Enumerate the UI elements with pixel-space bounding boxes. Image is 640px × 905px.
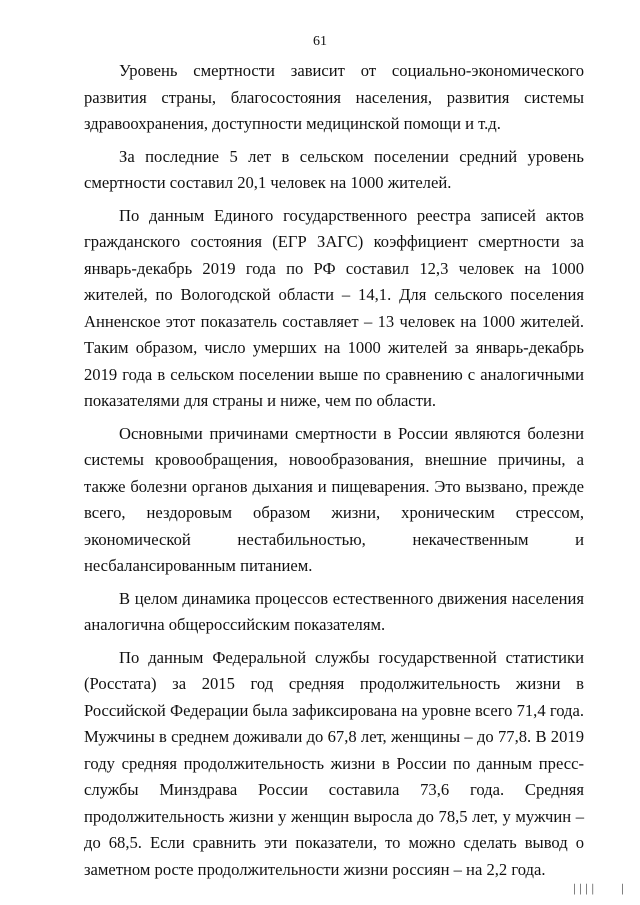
- footer-scan-mark: ׀׀׀׀: [572, 885, 597, 895]
- page-number: 61: [313, 34, 327, 49]
- footer-scan-mark-edge: ׀: [620, 885, 627, 895]
- paragraph-population-dynamics: В целом динамика процессов естественного движения населения аналогична общероссийским показателям.: [84, 588, 584, 634]
- paragraph-local-mortality: За последние 5 лет в сельском поселении средний уровень смертности составил 20,1 человек на 1000 жителей.: [84, 146, 584, 192]
- paragraph-life-expectancy: По данным Федеральной службы государственной статистики (Росстата) за 2015 год средняя продолжительность жизни в Российской Федерации была зафиксирована на уровне всего 71,4 года. Мужчины в среднем доживали до 67,8 лет, женщины – до 77,8. В 2019 году средняя продолжительность жизни в России по данным пресс-службы Минздрава России составила 73,6 года. Средняя продолжительность жизни у женщин выросла до 78,5 лет, у мужчин – до 68,5. Если сравнить эти показатели, то можно сделать вывод о заметном росте продолжительности жизни россиян – на 2,2 года.: [84, 647, 584, 879]
- paragraph-mortality-factors: Уровень смертности зависит от социально-экономического развития страны, благосостояния населения, развития системы здравоохранения, доступности медицинской помощи и т.д.: [84, 61, 584, 133]
- paragraph-causes-of-death: Основными причинами смертности в России являются болезни системы кровообращения, новообразования, внешние причины, а также болезни органов дыхания и пищеварения. Это вызвано, прежде всего, нездоровым образом жизни, хроническим стрессом, экономической нестабильностью, некачественным и несбалансированным питанием.: [84, 423, 584, 575]
- paragraph-zags-statistics: По данным Единого государственного реестра записей актов гражданского состояния (ЕГР ЗАГС) коэффициент смертности за январь-декабрь 2019 года по РФ составил 12,3 человек на 1000 жителей, по Вологодской области – 14,1. Для сельского поселения Анненское этот показатель составляет – 13 человек на 1000 жителей. Таким образом, число умерших на 1000 жителей за январь-декабрь 2019 года в сельском поселении выше по сравнению с аналогичными показателями для страны и ниже, чем по области.: [84, 205, 584, 410]
- document-body: [84, 58, 584, 889]
